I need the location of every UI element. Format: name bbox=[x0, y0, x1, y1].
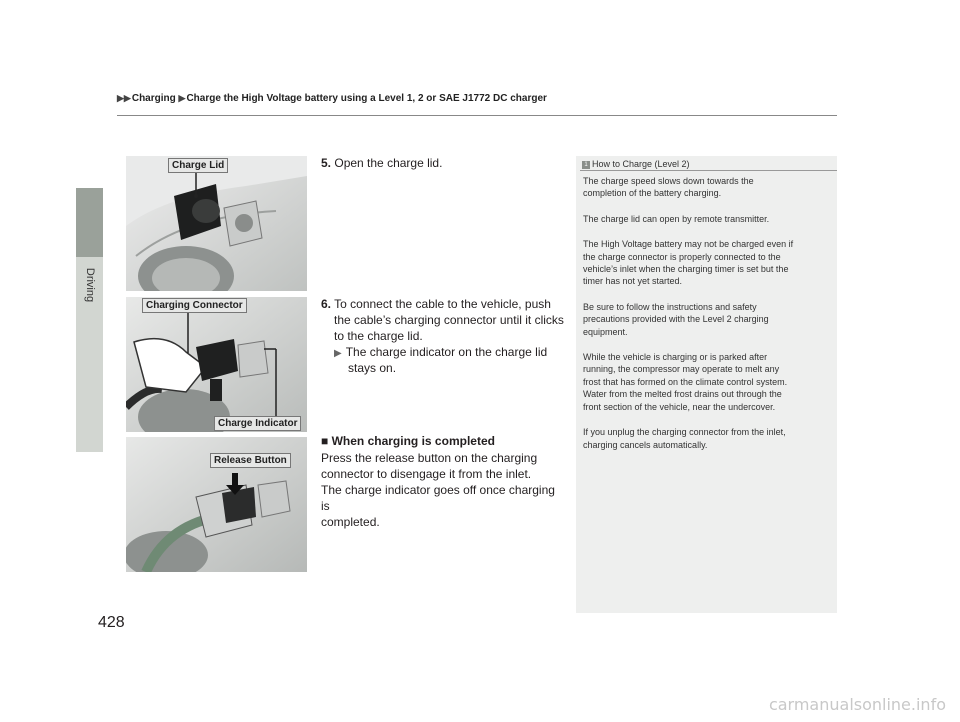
notes-body bbox=[583, 175, 833, 464]
note-line: running, the compressor may operate to melt any bbox=[583, 364, 780, 375]
watermark: carmanualsonline.info bbox=[768, 695, 946, 714]
side-tab-label: Driving bbox=[83, 267, 96, 303]
note-line: completion of the battery charging. bbox=[583, 188, 722, 199]
step-6-result-line-1: The charge indicator on the charge lid bbox=[345, 345, 548, 359]
notes-divider bbox=[580, 170, 837, 171]
charge-lid-photo bbox=[126, 156, 307, 291]
charge-indicator-callout: Charge Indicator bbox=[214, 416, 301, 431]
notes-title bbox=[582, 159, 690, 169]
note-line: While the vehicle is charging or is parked after bbox=[583, 352, 768, 363]
release-button-callout: Release Button bbox=[210, 453, 291, 468]
note-line: equipment. bbox=[583, 326, 628, 337]
note-paragraph bbox=[583, 238, 833, 288]
note-line: If you unplug the charging connector from the inlet, bbox=[583, 427, 786, 438]
note-line: Water from the melted frost drains out through the bbox=[583, 389, 782, 400]
step-6-line-2: the cable’s charging connector until it clicks bbox=[334, 313, 564, 327]
page-number: 428 bbox=[98, 614, 125, 631]
charge-lid-callout: Charge Lid bbox=[168, 158, 228, 173]
result-arrow-icon: ▶ bbox=[334, 348, 342, 359]
release-button-photo bbox=[126, 437, 307, 572]
note-line: frost that has formed on the climate control system. bbox=[583, 376, 788, 387]
step-6-result-line-2: stays on. bbox=[348, 361, 397, 375]
note-line: the charge connector is properly connected to the bbox=[583, 251, 781, 262]
note-paragraph bbox=[583, 301, 833, 338]
completion-line: completed. bbox=[321, 515, 380, 529]
note-paragraph bbox=[583, 351, 833, 413]
note-line: charging cancels automatically. bbox=[583, 439, 708, 450]
breadcrumb-arrow-icon: ▶▶ bbox=[117, 93, 131, 103]
breadcrumb-item-section[interactable]: Charge the High Voltage battery using a Level 1, 2 or SAE J1772 DC charger bbox=[186, 93, 547, 104]
side-tab-marker bbox=[76, 188, 103, 257]
step-5 bbox=[321, 155, 442, 171]
note-line: The charge lid can open by remote transmitter. bbox=[583, 213, 770, 224]
note-line: The charge speed slows down towards the bbox=[583, 176, 754, 186]
notes-panel bbox=[576, 156, 837, 613]
step-6-number: 6. bbox=[321, 297, 332, 311]
breadcrumb-arrow-icon: ▶ bbox=[178, 93, 186, 103]
step-6-line-3: to the charge lid. bbox=[334, 329, 423, 343]
note-line: timer has not yet started. bbox=[583, 276, 683, 287]
reference-icon: 1 bbox=[582, 161, 590, 169]
completion-heading bbox=[321, 434, 495, 448]
step-6 bbox=[321, 296, 551, 312]
completion-line: The charge indicator goes off once charging is bbox=[321, 483, 555, 513]
charging-connector-callout: Charging Connector bbox=[142, 298, 247, 313]
note-line: The High Voltage battery may not be charged even if bbox=[583, 239, 794, 250]
step-6-line-1: To connect the cable to the vehicle, push bbox=[334, 297, 551, 311]
completion-paragraph bbox=[321, 450, 561, 530]
step-5-text: Open the charge lid. bbox=[334, 156, 443, 170]
header-divider bbox=[117, 115, 837, 116]
square-bullet-icon: ■ bbox=[321, 434, 329, 448]
charging-connector-photo bbox=[126, 297, 307, 432]
completion-line: connector to disengage it from the inlet. bbox=[321, 467, 532, 481]
step-5-number: 5. bbox=[321, 156, 332, 170]
breadcrumb bbox=[117, 93, 547, 104]
note-paragraph bbox=[583, 426, 833, 451]
note-paragraph bbox=[583, 213, 833, 225]
note-paragraph bbox=[583, 175, 833, 200]
notes-title-text: How to Charge (Level 2) bbox=[592, 159, 690, 169]
note-line: front section of the vehicle, near the undercover. bbox=[583, 401, 776, 412]
completion-line: Press the release button on the charging bbox=[321, 451, 538, 465]
side-tab-label-wrap bbox=[76, 257, 103, 452]
completion-heading-text: When charging is completed bbox=[331, 434, 495, 448]
note-line: Be sure to follow the instructions and safety bbox=[583, 301, 757, 312]
note-line: precautions provided with the Level 2 charging bbox=[583, 314, 769, 325]
breadcrumb-item-charging[interactable]: Charging bbox=[131, 93, 176, 104]
note-line: vehicle’s inlet when the charging timer is set but the bbox=[583, 264, 789, 275]
